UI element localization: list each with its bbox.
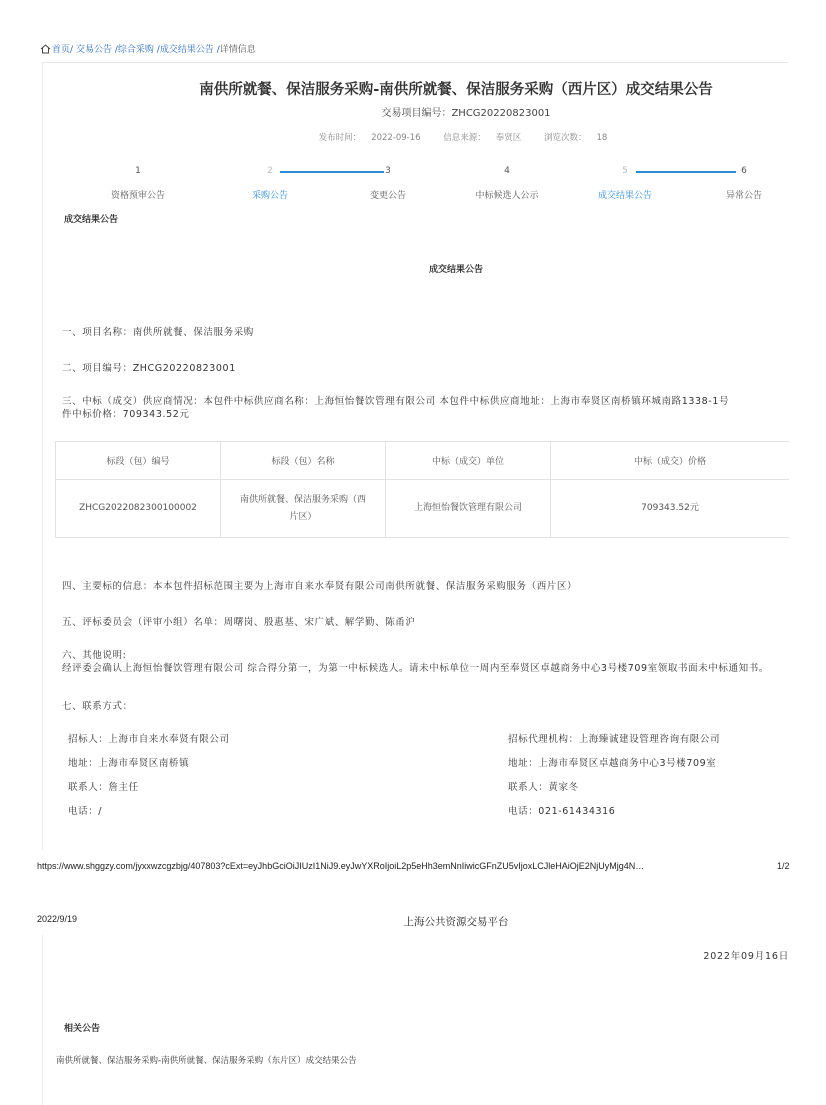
print-url: https://www.shggzy.com/jyxxwzcgzbjg/407803?cExt=eyJhbGciOiJIUzI1NiJ9.eyJwYXRoIjoiL2p5eHh3emNnIiwicGFnZU5vIjoxLCJleHAiOjE2NjUyMjg4N…	[37, 861, 645, 871]
process-steps	[70, 164, 808, 204]
agency-phone: 电话：021-61434316	[508, 806, 616, 817]
content-frame-border	[42, 935, 43, 1105]
step-candidate-publicity[interactable]: 4 中标候选人公示	[475, 166, 539, 201]
print-page-number: 1/2	[777, 861, 790, 871]
table-header-row	[56, 442, 790, 480]
table-header: 标段（包）编号	[56, 442, 221, 480]
breadcrumb-comprehensive-procurement[interactable]: 综合采购	[117, 45, 154, 55]
tenderer-address: 地址：上海市奉贤区南桥镇	[68, 758, 190, 769]
tenderer-phone: 电话：/	[68, 806, 103, 817]
step-result-notice[interactable]: 5 成交结果公告	[597, 166, 652, 201]
item-committee: 五、评标委员会（评审小组）名单：周曙岗、殷惠基、宋广斌、解学勤、陈甬沪	[62, 617, 416, 628]
table-cell-winner: 上海恒怡餐饮管理有限公司	[386, 480, 551, 538]
content-frame-border	[42, 62, 43, 850]
table-cell-lot-number: ZHCG2022082300100002	[56, 480, 221, 538]
step-change-notice[interactable]: 3 变更公告	[369, 166, 406, 201]
meta-info	[0, 131, 826, 143]
item-winning-supplier: 三、中标（成交）供应商情况：本包件中标供应商名称：上海恒怡餐饮管理有限公司 本包件中标供应商地址：上海市奉贤区南桥镇环城南路1338-1号 件中标价格：709343.52元	[62, 396, 730, 420]
section-title: 成交结果公告	[64, 215, 119, 225]
agency: 招标代理机构：上海臻诚建设管理咨询有限公司	[508, 734, 721, 745]
home-icon[interactable]	[40, 44, 51, 57]
contact-row	[68, 731, 788, 755]
page-title: 南供所就餐、保洁服务采购-南供所就餐、保洁服务采购（西片区）成交结果公告	[199, 82, 713, 98]
item-contact-title: 七、联系方式：	[62, 701, 133, 712]
breadcrumb-current: 详情信息	[219, 45, 256, 55]
publish-date: 2022年09月16日	[703, 951, 789, 962]
step-abnormal-notice[interactable]: 6 异常公告	[725, 166, 762, 201]
contact-info	[68, 731, 788, 827]
related-link[interactable]: 南供所就餐、保洁服务采购-南供所就餐、保洁服务采购（东片区）成交结果公告	[56, 1056, 357, 1066]
item-project-name: 一、项目名称：南供所就餐、保洁服务采购	[62, 327, 254, 338]
table-cell-lot-name: 南供所就餐、保洁服务采购（西片区）	[221, 480, 386, 538]
breadcrumb-home[interactable]: 首页	[52, 45, 71, 55]
print-site-name: 上海公共资源交易平台	[403, 916, 509, 928]
table-header: 中标（成交）价格	[551, 442, 790, 480]
step-prequalification[interactable]: 1 资格预审公告	[110, 166, 165, 201]
info-source: 信息来源： 奉贤区	[443, 133, 522, 143]
breadcrumb-trading-notice[interactable]: 交易公告	[75, 45, 112, 55]
announcement-title: 成交结果公告	[428, 265, 483, 275]
table-header: 标段（包）名称	[221, 442, 386, 480]
step-procurement-notice[interactable]: 2 采购公告	[251, 166, 288, 201]
project-number: 交易项目编号：ZHCG20220823001	[381, 108, 551, 119]
contact-row	[68, 803, 788, 827]
breadcrumb-result-notice[interactable]: 成交结果公告	[159, 45, 214, 55]
publish-time: 发布时间： 2022-09-16	[318, 133, 421, 143]
item-main-subject: 四、主要标的信息：本本包件招标范围主要为上海市自来水奉贤有限公司南供所就餐、保洁服务采购服务（西片区）	[62, 581, 578, 592]
table-cell-price: 709343.52元	[551, 480, 790, 538]
print-date: 2022/9/19	[37, 914, 78, 924]
breadcrumb: 首页/ 交易公告 /综合采购 /成交结果公告 /详情信息	[40, 42, 256, 57]
agency-contact: 联系人：黄家冬	[508, 782, 579, 793]
item-project-number: 二、项目编号：ZHCG20220823001	[62, 363, 236, 374]
table-header: 中标（成交）单位	[386, 442, 551, 480]
contact-row	[68, 755, 788, 779]
table-row	[56, 480, 790, 538]
contact-row	[68, 779, 788, 803]
related-title: 相关公告	[64, 1024, 101, 1034]
item-other-notes: 六、其他说明: 经评委会确认上海恒怡餐饮管理有限公司 综合得分第一，为第一中标候选人。请未中标单位一周内至奉贤区卓越商务中心3号楼709室领取书面未中标通知书。	[62, 650, 769, 674]
tenderer-contact: 联系人：詹主任	[68, 782, 139, 793]
top-divider	[42, 62, 788, 63]
view-count: 浏览次数： 18	[544, 133, 608, 143]
agency-address: 地址：上海市奉贤区卓越商务中心3号楼709室	[508, 758, 717, 769]
tenderer: 招标人：上海市自来水奉贤有限公司	[68, 734, 230, 745]
result-table	[55, 441, 789, 538]
